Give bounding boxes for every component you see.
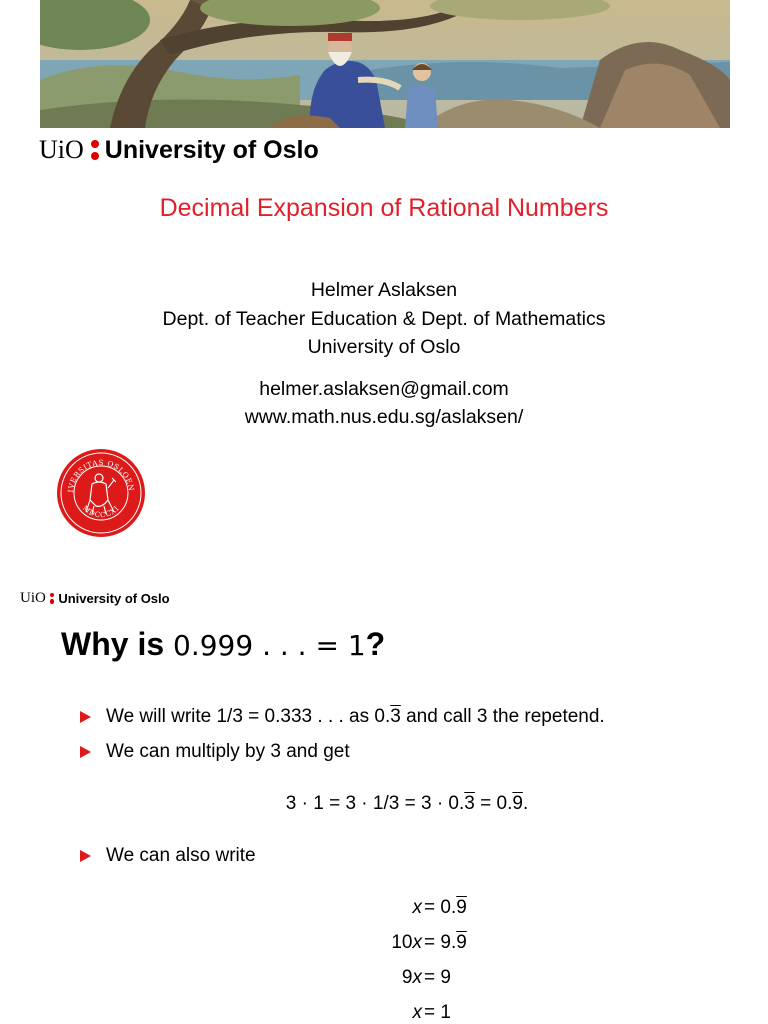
equation-rhs: = 9.9 xyxy=(424,932,467,953)
uio-wordmark: UiO xyxy=(39,135,84,164)
bullet-item xyxy=(80,706,605,728)
equation-lhs: x xyxy=(412,1002,422,1023)
bullet-text: We can multiply by 3 and get xyxy=(106,741,350,762)
presentation-title: Decimal Expansion of Rational Numbers xyxy=(159,194,609,222)
heading-question-mark: ? xyxy=(365,626,386,662)
bullet-text: We will write 1/3 = 0.333 . . . as 0.3 and call 3 the repetend. xyxy=(106,706,605,727)
uio-dots-icon xyxy=(50,593,55,604)
bullet-triangle-icon xyxy=(80,746,91,758)
author-email: helmer.aslaksen@gmail.com xyxy=(259,378,509,400)
equation-row xyxy=(0,1002,768,1024)
uio-wordmark: UiO xyxy=(20,589,46,606)
equation-lhs: 10x xyxy=(391,932,422,953)
author-website: www.math.nus.edu.sg/aslaksen/ xyxy=(244,406,524,428)
uio-dots-icon xyxy=(91,140,99,160)
university-seal-icon xyxy=(56,448,146,538)
heading-math: 0.999 . . . = 1 xyxy=(173,629,366,662)
equation-rhs: = 9 xyxy=(424,967,451,988)
heading-text: Why is xyxy=(61,626,165,662)
author-university: University of Oslo xyxy=(307,336,461,358)
bullet-triangle-icon xyxy=(80,711,91,723)
equation-lhs: x xyxy=(412,897,422,918)
svg-text:MDCCCXI: MDCCCXI xyxy=(80,504,122,520)
bullet-text: We can also write xyxy=(106,845,256,866)
display-equation: 3 · 1 = 3 · 1/3 = 3 · 0.3 = 0.9. xyxy=(285,793,529,814)
equation-row xyxy=(0,932,768,956)
uio-logo-small xyxy=(20,588,170,608)
svg-text:UNIVERSITAS OSLOENSIS: IVERSITAS OSLOEN xyxy=(65,457,137,493)
painting-icon xyxy=(40,0,730,128)
bullet-item xyxy=(80,741,350,763)
uio-logo xyxy=(39,134,319,166)
bullet-item xyxy=(80,845,256,867)
equation-rhs: = 1 xyxy=(424,1002,451,1023)
equation-rhs: = 0.9 xyxy=(424,897,467,918)
author-department: Dept. of Teacher Education & Dept. of Mathematics xyxy=(162,308,606,330)
equation-row xyxy=(0,897,768,921)
university-name: University of Oslo xyxy=(104,135,319,164)
author-name: Helmer Aslaksen xyxy=(310,279,458,301)
equation-row xyxy=(0,967,768,991)
bullet-triangle-icon xyxy=(80,850,91,862)
slide-heading xyxy=(61,626,385,663)
banner-painting xyxy=(40,0,730,128)
university-name: University of Oslo xyxy=(58,590,170,606)
equation-lhs: 9x xyxy=(401,967,422,988)
